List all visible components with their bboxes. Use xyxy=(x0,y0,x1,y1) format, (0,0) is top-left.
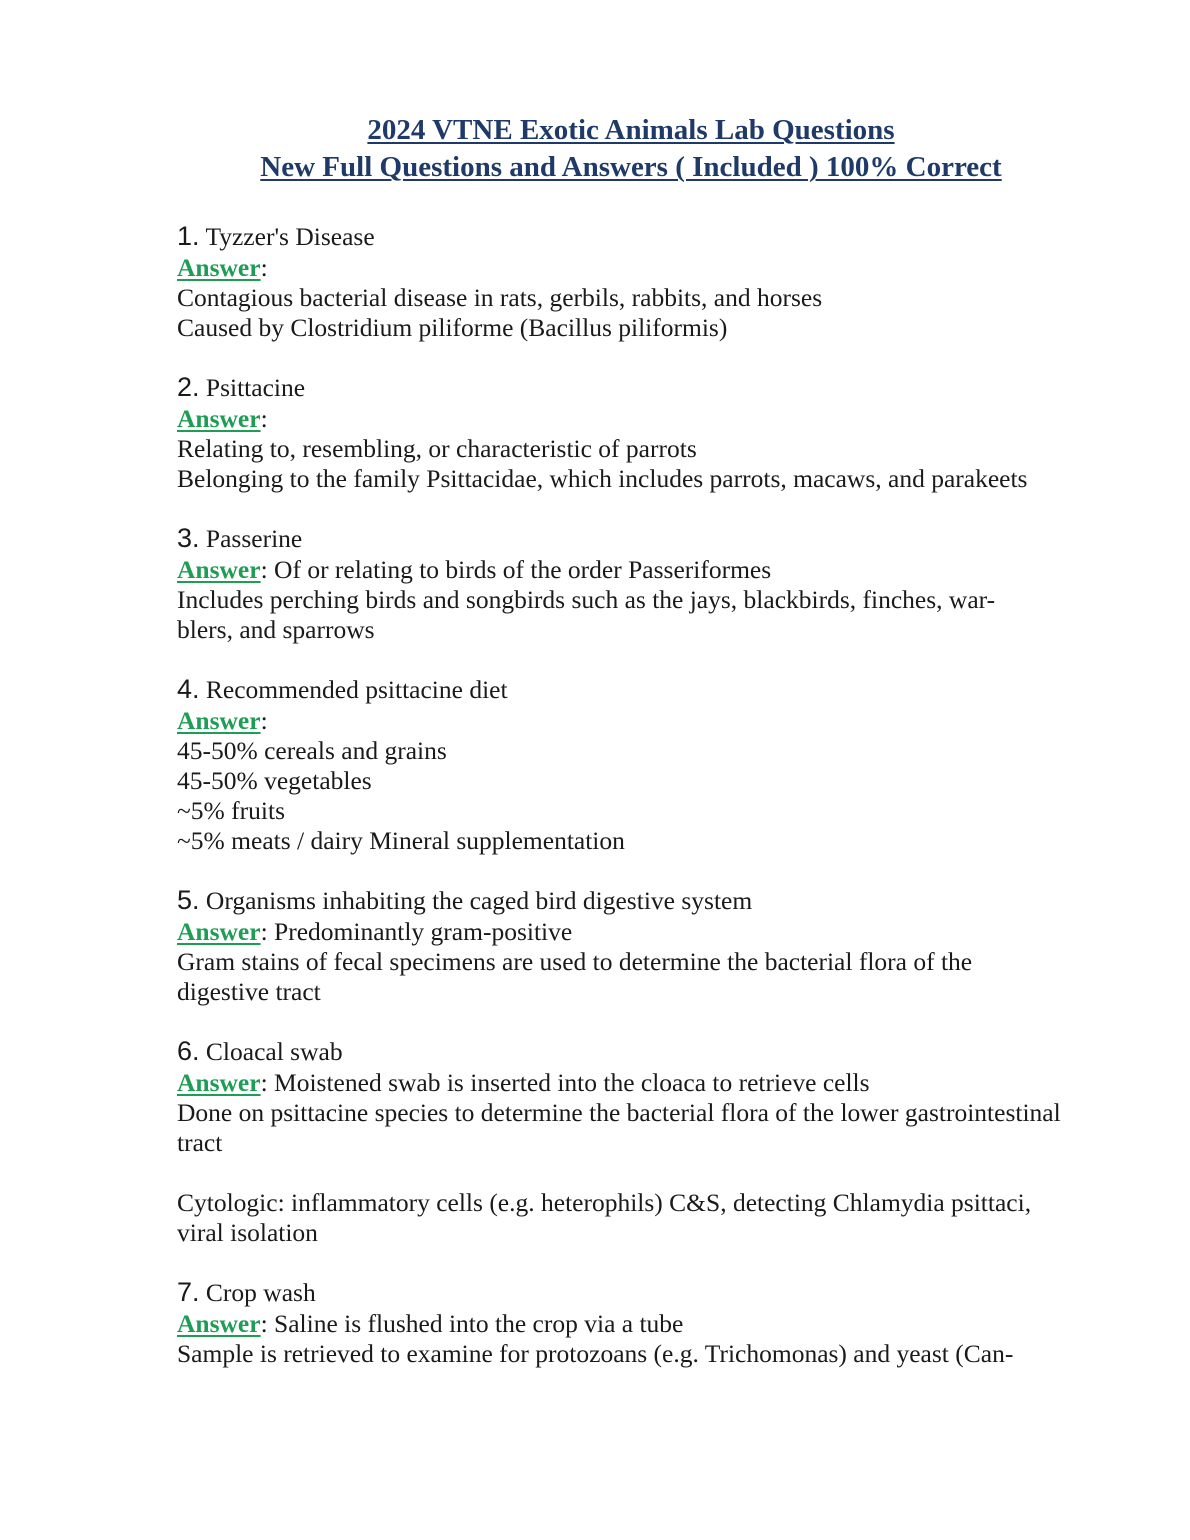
answer-detail: Belonging to the family Psittacidae, which includes parrots, macaws, and parakeets xyxy=(177,464,1028,493)
answer-line xyxy=(177,917,1097,947)
answer-detail-extra: viral isolation xyxy=(177,1218,318,1247)
answer-line xyxy=(177,555,1097,585)
answer-inline: : Of or relating to birds of the order Passeriformes xyxy=(260,555,772,584)
answer-detail: 45-50% vegetables xyxy=(177,766,372,795)
title-line-1: 2024 VTNE Exotic Animals Lab Questions xyxy=(367,114,895,146)
answer-detail: Sample is retrieved to examine for protozoans (e.g. Trichomonas) and yeast (Can- xyxy=(177,1339,1014,1368)
question-term: Organisms inhabiting the caged bird digestive system xyxy=(199,886,753,915)
answer-detail: Caused by Clostridium piliforme (Bacillus piliformis) xyxy=(177,313,728,342)
answer-label: Answer xyxy=(177,917,261,946)
question-heading xyxy=(177,371,1097,404)
question-item xyxy=(177,673,1097,856)
question-number: 5. xyxy=(177,885,200,915)
question-item xyxy=(177,1035,1097,1248)
answer-inline: : Predominantly gram-positive xyxy=(260,917,573,946)
answer-detail: Done on psittacine species to determine the bacterial flora of the lower gastrointestinal xyxy=(177,1098,1061,1127)
answer-detail: 45-50% cereals and grains xyxy=(177,736,447,765)
question-number: 7. xyxy=(177,1277,200,1307)
answer-label: Answer xyxy=(177,1309,261,1338)
answer-line xyxy=(177,1068,1097,1098)
question-number: 4. xyxy=(177,674,200,704)
answer-detail: digestive tract xyxy=(177,977,321,1006)
answer-detail-extra: Cytologic: inflammatory cells (e.g. heterophils) C&S, detecting Chlamydia psittaci, xyxy=(177,1188,1032,1217)
question-list xyxy=(177,220,1097,1397)
answer-inline: : Saline is flushed into the crop via a tube xyxy=(260,1309,684,1338)
question-number: 6. xyxy=(177,1036,200,1066)
question-heading xyxy=(177,1276,1097,1309)
question-item xyxy=(177,884,1097,1007)
question-heading xyxy=(177,673,1097,706)
question-item xyxy=(177,1276,1097,1369)
question-term: Passerine xyxy=(199,524,303,553)
answer-inline: : xyxy=(260,404,268,433)
answer-detail: Gram stains of fecal specimens are used to determine the bacterial flora of the xyxy=(177,947,973,976)
question-heading xyxy=(177,884,1097,917)
answer-inline: : xyxy=(260,706,268,735)
question-heading xyxy=(177,220,1097,253)
title-line-2: New Full Questions and Answers ( Included ) 100% Correct xyxy=(260,151,1002,183)
answer-inline: : Moistened swab is inserted into the cloaca to retrieve cells xyxy=(260,1068,870,1097)
answer-detail: Contagious bacterial disease in rats, gerbils, rabbits, and horses xyxy=(177,283,823,312)
question-term: Recommended psittacine diet xyxy=(199,675,508,704)
question-term: Tyzzer's Disease xyxy=(199,222,375,251)
document-title xyxy=(0,112,1190,186)
answer-label: Answer xyxy=(177,404,261,433)
answer-line xyxy=(177,706,1097,736)
question-heading xyxy=(177,1035,1097,1068)
answer-label: Answer xyxy=(177,555,261,584)
answer-line xyxy=(177,404,1097,434)
question-number: 3. xyxy=(177,523,200,553)
question-item xyxy=(177,522,1097,645)
answer-detail: Relating to, resembling, or characteristic of parrots xyxy=(177,434,697,463)
question-number: 1. xyxy=(177,221,200,251)
answer-label: Answer xyxy=(177,1068,261,1097)
answer-detail: blers, and sparrows xyxy=(177,615,375,644)
answer-detail: ~5% fruits xyxy=(177,796,285,825)
answer-detail: Includes perching birds and songbirds such as the jays, blackbirds, finches, war- xyxy=(177,585,996,614)
answer-line xyxy=(177,1309,1097,1339)
question-number: 2. xyxy=(177,372,200,402)
question-heading xyxy=(177,522,1097,555)
question-item xyxy=(177,371,1097,494)
answer-detail: ~5% meats / dairy Mineral supplementation xyxy=(177,826,625,855)
answer-label: Answer xyxy=(177,706,261,735)
question-item xyxy=(177,220,1097,343)
answer-line xyxy=(177,253,1097,283)
question-term: Crop wash xyxy=(199,1278,316,1307)
question-term: Psittacine xyxy=(199,373,306,402)
answer-inline: : xyxy=(260,253,268,282)
paragraph-gap xyxy=(177,1158,1097,1188)
answer-label: Answer xyxy=(177,253,261,282)
answer-detail: tract xyxy=(177,1128,223,1157)
question-term: Cloacal swab xyxy=(199,1037,343,1066)
